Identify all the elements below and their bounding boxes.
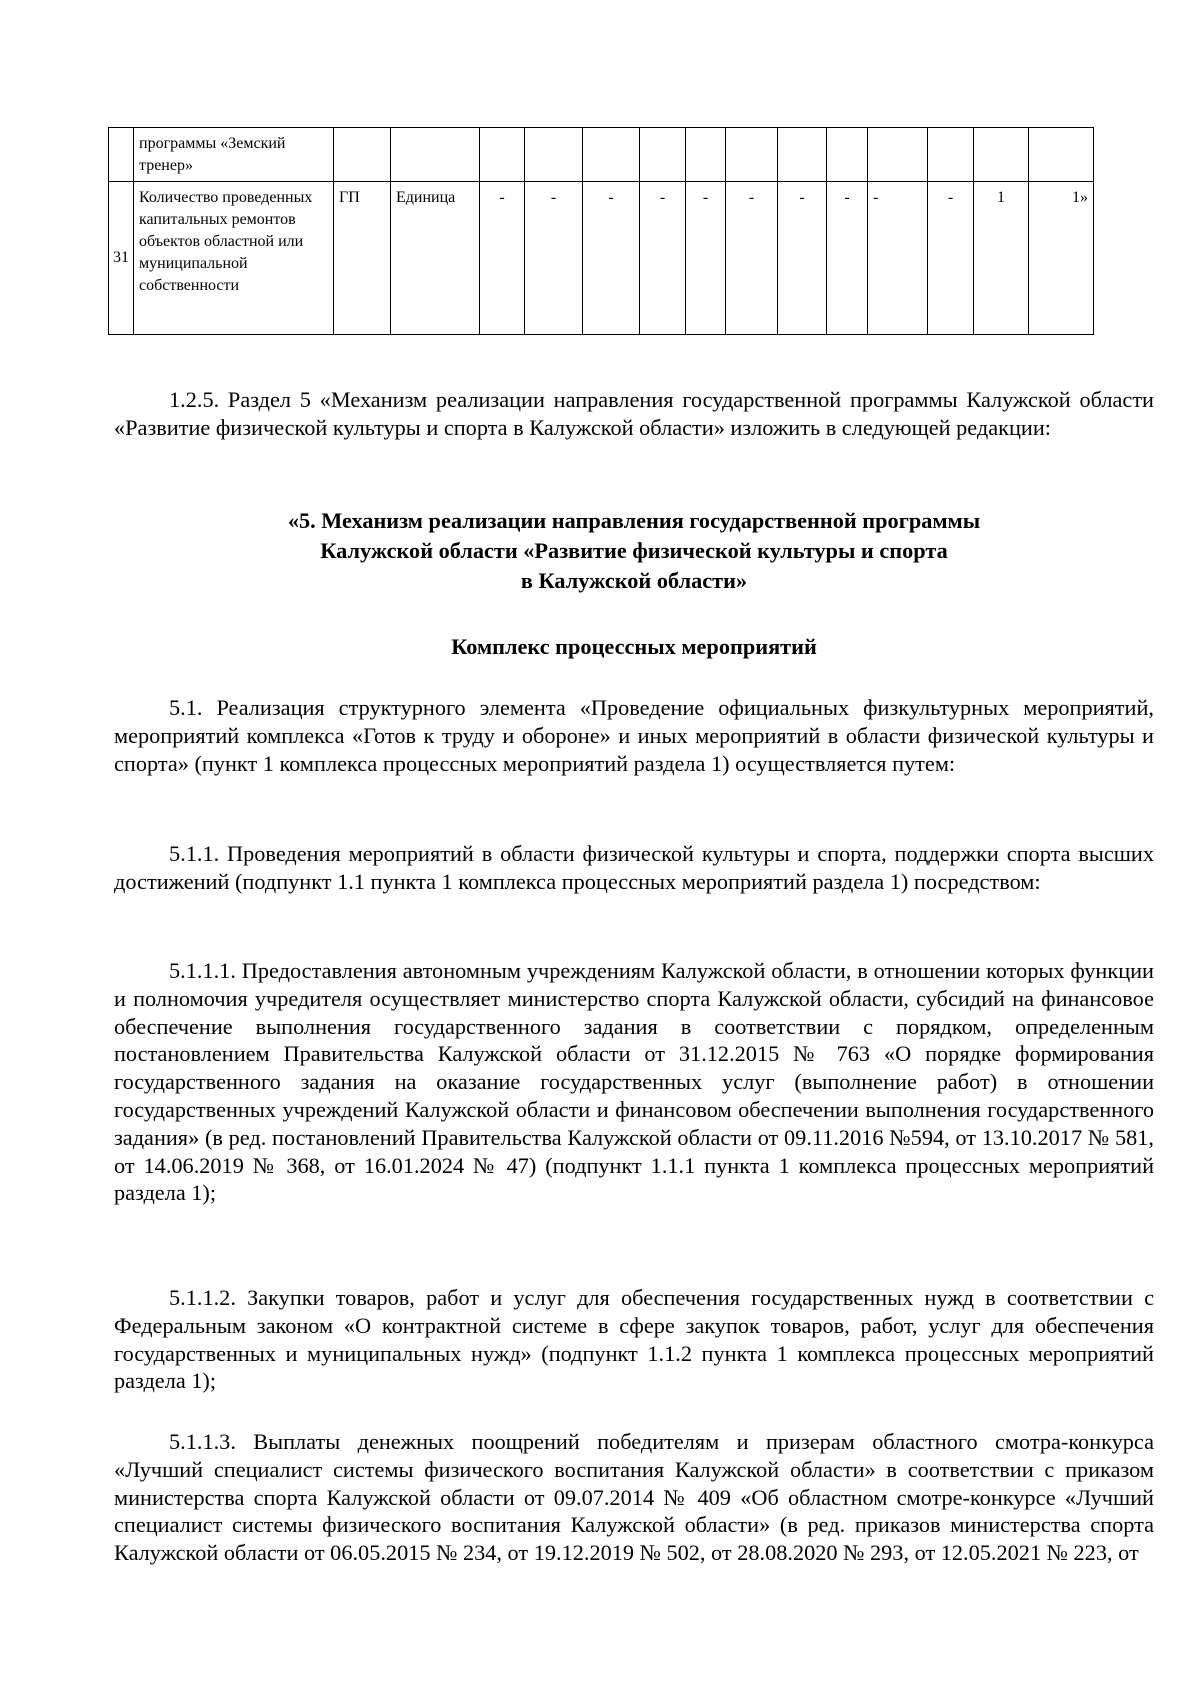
table-cell-value xyxy=(778,128,827,182)
table-cell-value xyxy=(827,128,868,182)
table-cell-value: 1 xyxy=(974,182,1029,335)
table-cell-name: программы «Земский тренер» xyxy=(134,128,334,182)
table-cell-value: - xyxy=(480,182,525,335)
table-cell-value xyxy=(686,128,726,182)
table-cell-value: - xyxy=(928,182,974,335)
table-cell-value xyxy=(640,128,686,182)
indicators-table xyxy=(108,127,1094,335)
table-cell-value: 1» xyxy=(1029,182,1094,335)
section-heading-line-1: «5. Механизм реализации направления государственной программы xyxy=(287,508,981,533)
table-cell-value: - xyxy=(827,182,868,335)
table-cell-value: - xyxy=(583,182,640,335)
table-cell-value: - xyxy=(525,182,583,335)
table-cell-value xyxy=(525,128,583,182)
table-cell-value xyxy=(974,128,1029,182)
table-cell-num xyxy=(109,128,134,182)
table-cell-value: - xyxy=(640,182,686,335)
paragraph-5-1-1-2: 5.1.1.2. Закупки товаров, работ и услуг для обеспечения государственных нужд в соответствии с Федеральным законом «О контрактной системе в сфере закупок товаров, работ, услуг для обеспечения государственных и муниципальных нужд» (подпункт 1.1.2 пункта 1 комплекса процессных мероприятий раздела 1); xyxy=(114,1285,1154,1394)
paragraph-5-1-1: 5.1.1. Проведения мероприятий в области физической культуры и спорта, поддержки спорта высших достижений (подпункт 1.1 пункта 1 комплекса процессных мероприятий раздела 1) посредством: xyxy=(114,841,1154,894)
table-cell-value xyxy=(928,128,974,182)
subsection-heading: Комплекс процессных мероприятий xyxy=(451,634,817,659)
section-heading-line-3: в Калужской области» xyxy=(520,568,748,593)
table-cell-unit: Единица xyxy=(391,182,480,335)
paragraph-5-1: 5.1. Реализация структурного элемента «Проведение официальных физкультурных мероприятий, мероприятий комплекса «Готов к труду и обороне» и иных мероприятий в области физической культуры и спорта» (пункт 1 комплекса процессных мероприятий раздела 1) осуществляется путем: xyxy=(114,695,1154,776)
table-cell-value xyxy=(868,128,928,182)
table-cell-unit xyxy=(391,128,480,182)
table-cell-type: ГП xyxy=(334,182,391,335)
section-heading-line-2: Калужской области «Развитие физической культуры и спорта xyxy=(320,538,948,563)
table-cell-num: 31 xyxy=(109,182,134,335)
table-cell-value xyxy=(1029,128,1094,182)
table-cell-value: - xyxy=(868,182,928,335)
table-cell-value xyxy=(583,128,640,182)
table-row xyxy=(109,128,1094,182)
table-cell-value xyxy=(726,128,778,182)
table-cell-value: - xyxy=(778,182,827,335)
paragraph-5-1-1-3: 5.1.1.3. Выплаты денежных поощрений победителям и призерам областного смотра-конкурса «Лучший специалист системы физического воспитания Калужской области» в соответствии с приказом министерства спорта Калужской области от 09.07.2014 № 409 «Об областном смотре-конкурсе «Лучший специалист системы физического воспитания Калужской области» (в ред. приказов министерства спорта Калужской области от 06.05.2015 № 234, от 19.12.2019 № 502, от 28.08.2020 № 293, от 12.05.2021 № 223, от xyxy=(114,1429,1154,1566)
table-cell-name: Количество проведенных капитальных ремонтов объектов областной или муниципальной собственности xyxy=(134,182,334,335)
table-cell-value xyxy=(480,128,525,182)
table-cell-value: - xyxy=(726,182,778,335)
paragraph-5-1-1-1: 5.1.1.1. Предоставления автономным учреждениям Калужской области, в отношении которых функции и полномочия учредителя осуществляет министерство спорта Калужской области, субсидий на финансовое обеспечение выполнения государственного задания в соответствии с порядком, определенным постановлением Правительства Калужской области от 31.12.2015 № 763 «О порядке формирования государственного задания на оказание государственных услуг (выполнение работ) в отношении государственных учреждений Калужской области и финансовом обеспечении выполнения государственного задания» (в ред. постановлений Правительства Калужской области от 09.11.2016 №594, от 13.10.2017 № 581, от 14.06.2019 № 368, от 16.01.2024 № 47) (подпункт 1.1.1 пункта 1 комплекса процессных мероприятий раздела 1); xyxy=(114,958,1154,1206)
paragraph-1-2-5: 1.2.5. Раздел 5 «Механизм реализации направления государственной программы Калужской области «Развитие физической культуры и спорта в Калужской области» изложить в следующей редакции: xyxy=(114,387,1154,440)
table-row xyxy=(109,182,1094,335)
table-cell-type xyxy=(334,128,391,182)
table-cell-value: - xyxy=(686,182,726,335)
